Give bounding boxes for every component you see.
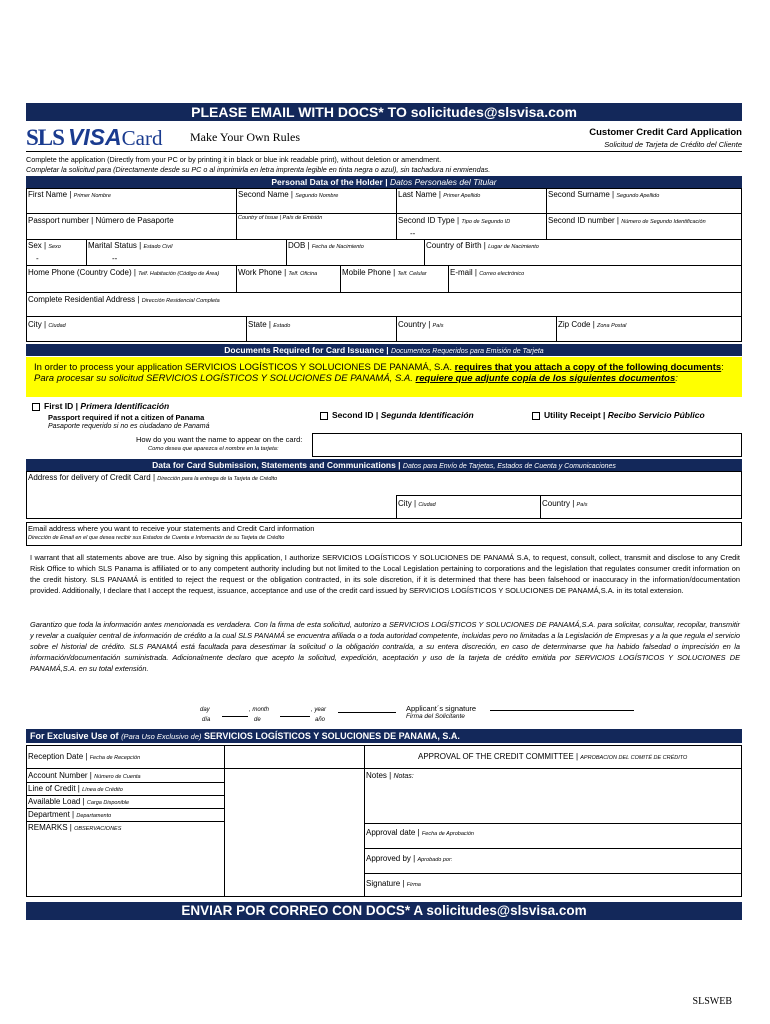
second-surname-field[interactable]: Second Surname | Segundo Apellido [548, 190, 660, 199]
approval-date-field[interactable]: Approval date | Fecha de Aprobación [366, 828, 474, 837]
residential-address-field[interactable]: Complete Residential Address | Dirección Residencial Completa [28, 295, 220, 304]
applicant-signature-line[interactable] [490, 710, 634, 711]
documents-header: Documents Required for Card Issuance | Documentos Requeridos para Emisión de Tarjeta [26, 344, 742, 356]
intro-es: Completar la solicitud para (Directamente desde su PC o al imprimirla en letra imprenta legible en tinta negra o azul), sin tachadura ni enmiendas. [26, 165, 491, 174]
bottom-email-banner: ENVIAR POR CORREO CON DOCS* A solicitudes@slsvisa.com [26, 902, 742, 920]
notes-field[interactable]: Notes | Notas: [366, 771, 414, 780]
name-on-card-label: How do you want the name to appear on the card: [136, 435, 303, 444]
second-id-checkbox[interactable]: Second ID | Segunda Identificación [320, 410, 474, 420]
sex-value[interactable]: - [36, 254, 39, 263]
name-on-card-input[interactable] [312, 433, 742, 457]
available-load-field[interactable]: Available Load | Carga Disponible [28, 797, 130, 806]
account-number-field[interactable]: Account Number | Número de Cuenta [28, 771, 141, 780]
name-on-card-label-es: Como desea que aparezca el nombre en la tarjeta: [148, 446, 279, 452]
delivery-country-field[interactable]: Country | País [542, 499, 588, 508]
passport-required-note: Passport required if not a citizen of Panama [48, 413, 205, 422]
year-label: , year [311, 707, 327, 713]
remarks-field[interactable]: REMARKS | OBSERVACIONES [28, 823, 122, 832]
app-subtitle: Solicitud de Tarjeta de Crédito del Cliente [604, 140, 742, 149]
second-id-number-field[interactable]: Second ID number | Número de Segundo Identificación [548, 216, 706, 225]
state-field[interactable]: State | Estado [248, 320, 291, 329]
personal-data-header: Personal Data of the Holder | Datos Personales del Titular [26, 176, 742, 188]
documents-notice: In order to process your application SERVICIOS LOGÍSTICOS Y SOLUCIONES DE PANAMÁ, S.A. requires that you attach a copy of the following documents: Para procesar su solicitud SERVICIOS LOGÍSTICOS Y SOLUCIONES DE PANAMÁ, S.A. requiere que adjunte copia de los siguientes documentos: [26, 357, 742, 397]
second-name-field[interactable]: Second Name | Segundo Nombre [238, 190, 339, 199]
country-field[interactable]: Country | País [398, 320, 444, 329]
reception-date-field[interactable]: Reception Date | Fecha de Recepción [28, 752, 141, 761]
passport-required-note-es: Pasaporte requerido si no es ciudadano de Panamá [48, 423, 210, 430]
second-id-type-field[interactable]: Second ID Type | Tipo de Segundo ID [398, 216, 511, 225]
tagline: Make Your Own Rules [190, 130, 301, 144]
day-label-es: día [202, 717, 211, 723]
zip-code-field[interactable]: Zip Code | Zona Postal [558, 320, 627, 329]
approved-by-field[interactable]: Approved by | Aprobado por: [366, 854, 453, 863]
logo-card: Card [121, 126, 163, 150]
department-field[interactable]: Department | Departamento [28, 810, 112, 819]
exclusive-use-header: For Exclusive Use of (Para Uso Exclusivo de) SERVICIOS LOGÍSTICOS Y SOLUCIONES DE PANAMA, S.A. [26, 729, 742, 743]
app-title: Customer Credit Card Application [589, 127, 742, 138]
month-label: , month [249, 707, 270, 713]
applicant-signature-label: Applicant´s signature [406, 704, 477, 713]
email-field[interactable]: E-mail | Correo electrónico [450, 268, 525, 277]
logo-visa: VISA [67, 124, 122, 150]
country-of-birth-field[interactable]: Country of Birth | Lugar de Nacimiento [426, 241, 539, 250]
second-id-type-value[interactable]: -- [410, 229, 416, 238]
country-of-issue-field[interactable]: Country of Issue | País de Emisión [238, 215, 323, 221]
mobile-phone-field[interactable]: Mobile Phone | Telf. Celular [342, 268, 427, 277]
year-label-es: año [315, 717, 326, 723]
delivery-address-field[interactable]: Address for delivery of Credit Card | Dirección para la entrega de la Tarjeta de Crédito [28, 473, 278, 482]
footer-code: SLSWEB [692, 996, 732, 1007]
delivery-city-field[interactable]: City | Ciudad [398, 499, 436, 508]
utility-receipt-checkbox[interactable]: Utility Receipt | Recibo Servicio Público [532, 410, 705, 420]
first-id-checkbox[interactable]: First ID | Primera Identificación [32, 401, 169, 411]
statement-email-label-es: Dirección de Email en el que desea recibir sus Estados de Cuenta e Información de su Tarjeta de Crédito [28, 535, 285, 541]
marital-status-value[interactable]: -- [112, 254, 118, 263]
committee-signature-field[interactable]: Signature | Firma [366, 879, 421, 888]
terms-english: I warrant that all statements above are true. Also by signing this application, I authorize SERVICIOS LOGÍSTICOS Y SOLUCIONES DE PANAMÁ S.A, to request, consult, collect, transmit and disclose to any Credit Risk Office to which SLS Panama is affiliated or to any competent authority including but not limited to the Local Legislation pertaining to corporations and the legislation that regulates consumer credit information on the credit history. SLS PANAMÁ is entitled to reject the request or the obligation contracted, in its sole discretion, if it is determined that there has been falsehood or inaccuracy in the information/documentation provided. Additionally, I declare that I accept the request, issuance, acceptance and use of the credit card issued by SERVICIOS LOGÍSTICOS Y SOLUCIONES DE PANAMÁ,S.A. in its total extension. [30, 553, 740, 595]
applicant-signature-label-es: Firma del Solicitante [406, 713, 465, 720]
credit-committee-label: APPROVAL OF THE CREDIT COMMITTEE | APROBACION DEL COMITÉ DE CRÉDITO [418, 752, 688, 761]
terms-spanish: Garantizo que toda la información antes mencionada es verdadera. Con la firma de esta solicitud, autorizo a SERVICIOS LOGÍSTICOS Y SOLUCIONES DE PANAMÁ,S.A. para solicitar, consultar, recopilar, transmitir y revelar a cualquier central de información de crédito a la cual SLS PANAMÁ se encuentra afiliada o a toda autoridad competente, incluidas pero no limitadas a la Legislación de Empresas y a la que regula el servicio sobre el historial de crédito. SLS PANAMÁ está facultada para desestimar la solicitud o la obligación contraída, a su entera discreción, en caso de determinarse que ha habido falsedad o imprecisión en la información/documentación suministrada. Adicionalmente declaro que acepto la solicitud, expedición, aceptación y uso de la tarjeta de crédito emitida por SERVICIOS LOGÍSTICOS Y SOLUCIONES DE PANAMÁ,S.A. en su total extensión. [30, 620, 740, 673]
logo-sls: SLS [26, 125, 64, 150]
line-of-credit-field[interactable]: Line of Credit | Línea de Crédito [28, 784, 123, 793]
sex-field[interactable]: Sex | Sexo [28, 241, 61, 250]
passport-number-field[interactable]: Passport number | Número de Pasaporte [28, 216, 174, 225]
statement-email-label: Email address where you want to receive your statements and Credit Card information [28, 524, 315, 533]
sls-visa-logo [26, 124, 162, 148]
work-phone-field[interactable]: Work Phone | Telf. Oficina [238, 268, 318, 277]
last-name-field[interactable]: Last Name | Primer Apellido [398, 190, 481, 199]
submission-header: Data for Card Submission, Statements and Communications | Datos para Envío de Tarjetas, Estados de Cuenta y Comunicaciones [26, 459, 742, 471]
marital-status-field[interactable]: Marital Status | Estado Civil [88, 241, 173, 250]
dob-field[interactable]: DOB | Fecha de Nacimiento [288, 241, 364, 250]
month-label-es: de [254, 717, 261, 723]
home-phone-field[interactable]: Home Phone (Country Code) | Telf. Habitación (Código de Área) [28, 268, 220, 277]
intro-en: Complete the application (Directly from your PC or by printing it in black or blue ink readable print), without deletion or amendment. [26, 155, 442, 164]
city-field[interactable]: City | Ciudad [28, 320, 66, 329]
first-name-field[interactable]: First Name | Primer Nombre [28, 190, 111, 199]
day-label: day [200, 707, 210, 713]
top-email-banner: PLEASE EMAIL WITH DOCS* TO solicitudes@slsvisa.com [26, 103, 742, 121]
